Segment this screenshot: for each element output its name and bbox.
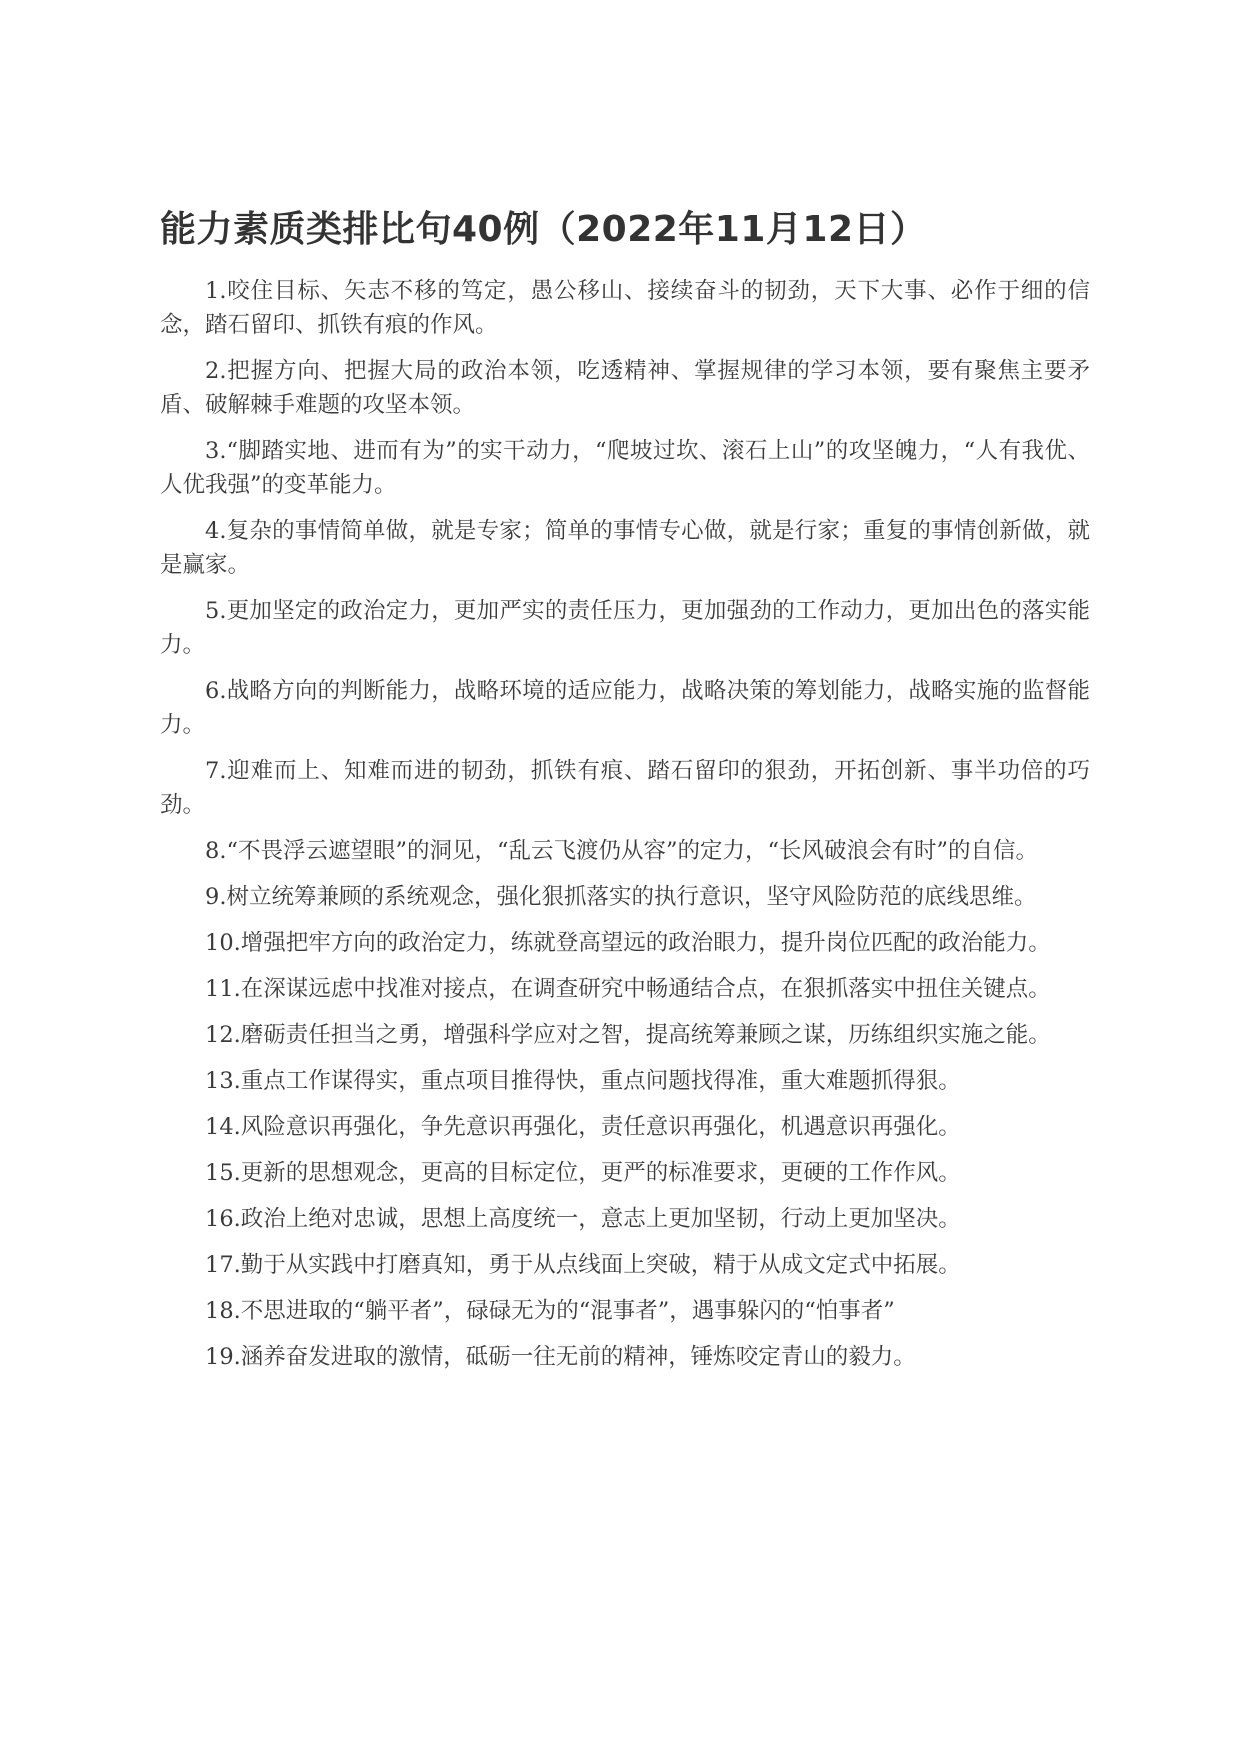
sentence-item-8: 8.“不畏浮云遮望眼”的洞见，“乱云飞渡仍从容”的定力，“长风破浪会有时”的自信。 [205,838,1038,864]
sentence-item-7: 7.迎难而上、知难而进的韧劲，抓铁有痕、踏石留印的狠劲，开拓创新、事半功倍的巧劲。 [160,758,1090,818]
sentence-item-11: 11.在深谋远虑中找准对接点，在调查研究中畅通结合点，在狠抓落实中扭住关键点。 [205,976,1051,1002]
sentence-item-4: 4.复杂的事情简单做，就是专家；简单的事情专心做，就是行家；重复的事情创新做，就是赢家。 [160,518,1090,578]
sentence-item-10: 10.增强把牢方向的政治定力，练就登高望远的政治眼力，提升岗位匹配的政治能力。 [205,930,1051,956]
sentence-item-17: 17.勤于从实践中打磨真知，勇于从点线面上突破，精于从成文定式中拓展。 [205,1252,961,1278]
sentence-item-3: 3.“脚踏实地、进而有为”的实干动力，“爬坡过坎、滚石上山”的攻坚魄力，“人有我优、人优我强”的变革能力。 [160,438,1090,498]
sentence-item-6: 6.战略方向的判断能力，战略环境的适应能力，战略决策的筹划能力，战略实施的监督能力。 [160,678,1090,738]
sentence-item-12: 12.磨砺责任担当之勇，增强科学应对之智，提高统筹兼顾之谋，历练组织实施之能。 [205,1022,1051,1048]
sentence-item-5: 5.更加坚定的政治定力，更加严实的责任压力，更加强劲的工作动力，更加出色的落实能力。 [160,598,1090,658]
sentence-item-2: 2.把握方向、把握大局的政治本领，吃透精神、掌握规律的学习本领，要有聚焦主要矛盾、破解棘手难题的攻坚本领。 [160,358,1090,418]
sentence-item-9: 9.树立统筹兼顾的系统观念，强化狠抓落实的执行意识，坚守风险防范的底线思维。 [205,884,1037,910]
sentence-item-15: 15.更新的思想观念，更高的目标定位，更严的标准要求，更硬的工作作风。 [205,1160,961,1186]
sentence-item-13: 13.重点工作谋得实，重点项目推得快，重点问题找得准，重大难题抓得狠。 [205,1068,961,1094]
sentence-item-1: 1.咬住目标、矢志不移的笃定，愚公移山、接续奋斗的韧劲，天下大事、必作于细的信念，踏石留印、抓铁有痕的作风。 [160,278,1090,338]
document-body [160,206,1090,1386]
document-title: 能力素质类排比句40例（2022年11月12日） [160,209,927,250]
sentence-item-14: 14.风险意识再强化，争先意识再强化，责任意识再强化，机遇意识再强化。 [205,1114,961,1140]
sentence-item-19: 19.涵养奋发进取的激情，砥砺一往无前的精神，锤炼咬定青山的毅力。 [205,1344,916,1370]
sentence-item-16: 16.政治上绝对忠诚，思想上高度统一，意志上更加坚韧，行动上更加坚决。 [205,1206,961,1232]
sentence-list [160,274,1090,1374]
sentence-item-18: 18.不思进取的“躺平者”，碌碌无为的“混事者”，遇事躲闪的“怕事者” [205,1298,895,1324]
